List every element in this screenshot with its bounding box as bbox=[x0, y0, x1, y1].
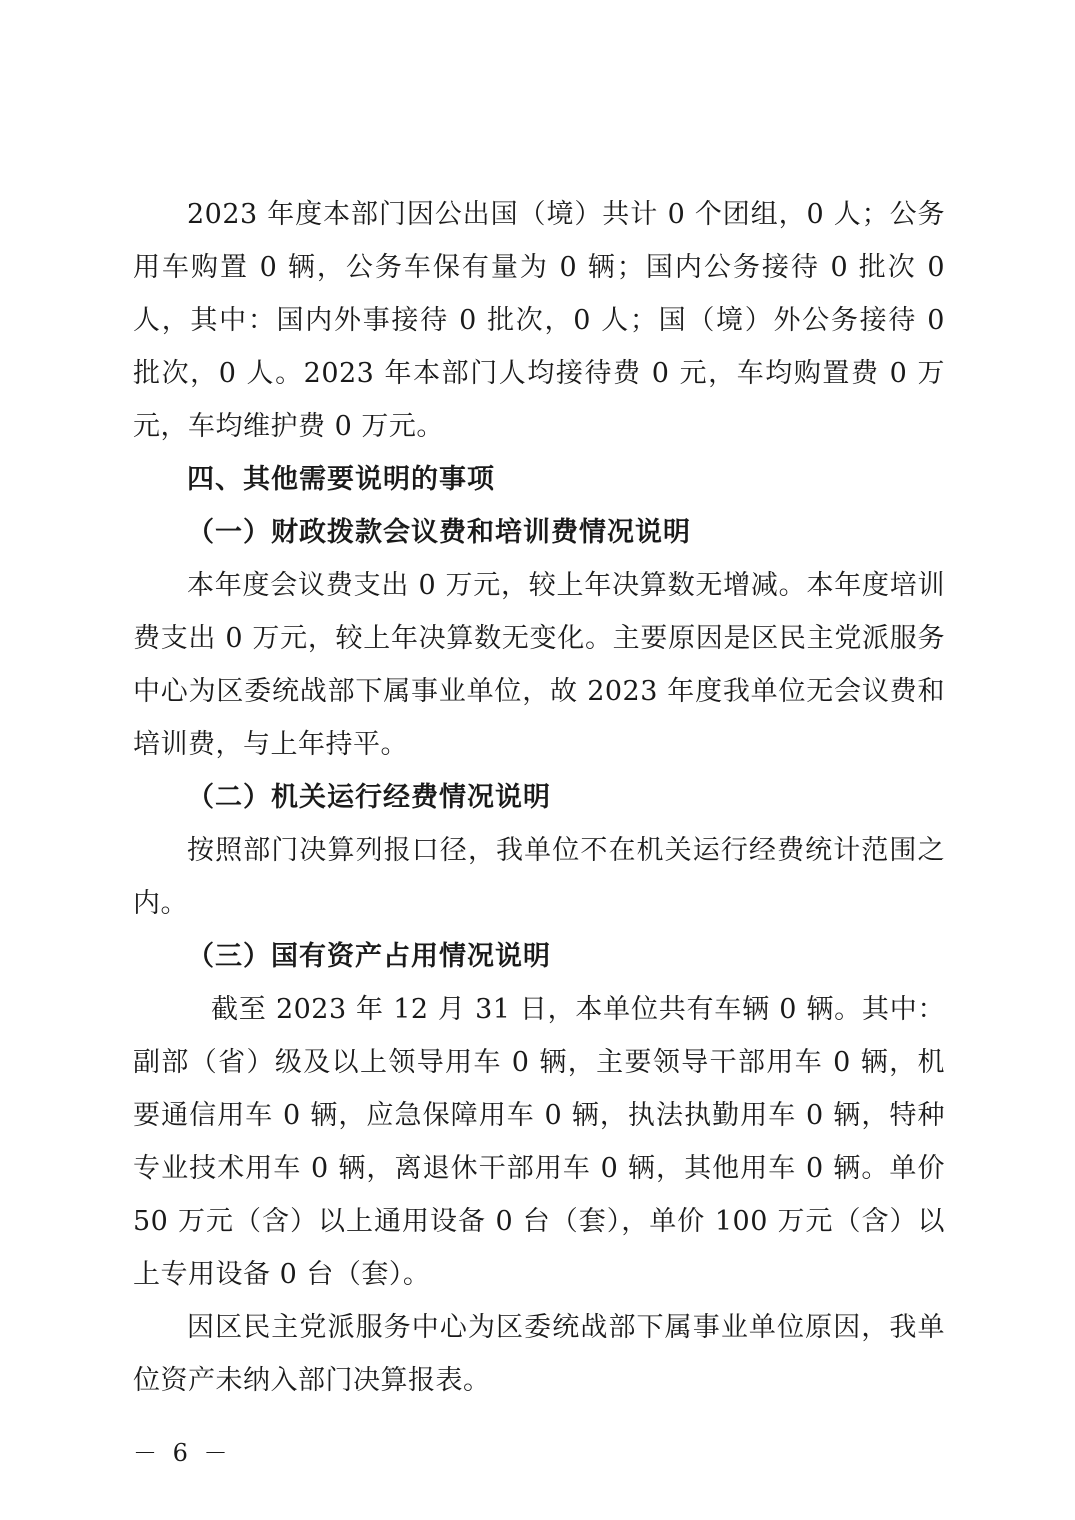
paragraph-state-assets-note: 因区民主党派服务中心为区委统战部下属事业单位原因，我单位资产未纳入部门决算报表。 bbox=[133, 1312, 945, 1396]
document-body bbox=[133, 188, 945, 1407]
subsection-title-state-assets: （三）国有资产占用情况说明 bbox=[187, 941, 551, 972]
paragraph-state-assets-vehicles: 截至 2023 年 12 月 31 日，本单位共有车辆 0 辆。其中：副部（省）级及以上领导用车 0 辆，主要领导干部用车 0 辆，机要通信用车 0 辆，应急保障用车 0 辆，执法执勤用车 0 辆，特种专业技术用车 0 辆，离退休干部用车 0 辆，其他用车 0 辆。单价 50 万元（含）以上通用设备 0 台（套），单价 100 万元（含）以上专用设备 0 台（套）。 bbox=[133, 994, 945, 1290]
paragraph-official-expenses: 2023 年度本部门因公出国（境）共计 0 个团组，0 人；公务用车购置 0 辆，公务车保有量为 0 辆；国内公务接待 0 批次 0 人，其中：国内外事接待 0 批次，0 人；国（境）外公务接待 0 批次，0 人。2023 年本部门人均接待费 0 元，车均购置费 0 万元，车均维护费 0 万元。 bbox=[133, 199, 945, 442]
section-heading-other-matters: 四、其他需要说明的事项 bbox=[187, 464, 495, 495]
page-number: － 6 － bbox=[133, 1439, 232, 1467]
subsection-title-meeting-training: （一）财政拨款会议费和培训费情况说明 bbox=[187, 517, 691, 548]
paragraph-meeting-training: 本年度会议费支出 0 万元，较上年决算数无增减。本年度培训费支出 0 万元，较上年决算数无变化。主要原因是区民主党派服务中心为区委统战部下属事业单位，故 2023 年度我单位无会议费和培训费，与上年持平。 bbox=[133, 570, 945, 760]
paragraph-operating-costs: 按照部门决算列报口径，我单位不在机关运行经费统计范围之内。 bbox=[133, 835, 945, 919]
subsection-title-operating-costs: （二）机关运行经费情况说明 bbox=[187, 782, 551, 813]
